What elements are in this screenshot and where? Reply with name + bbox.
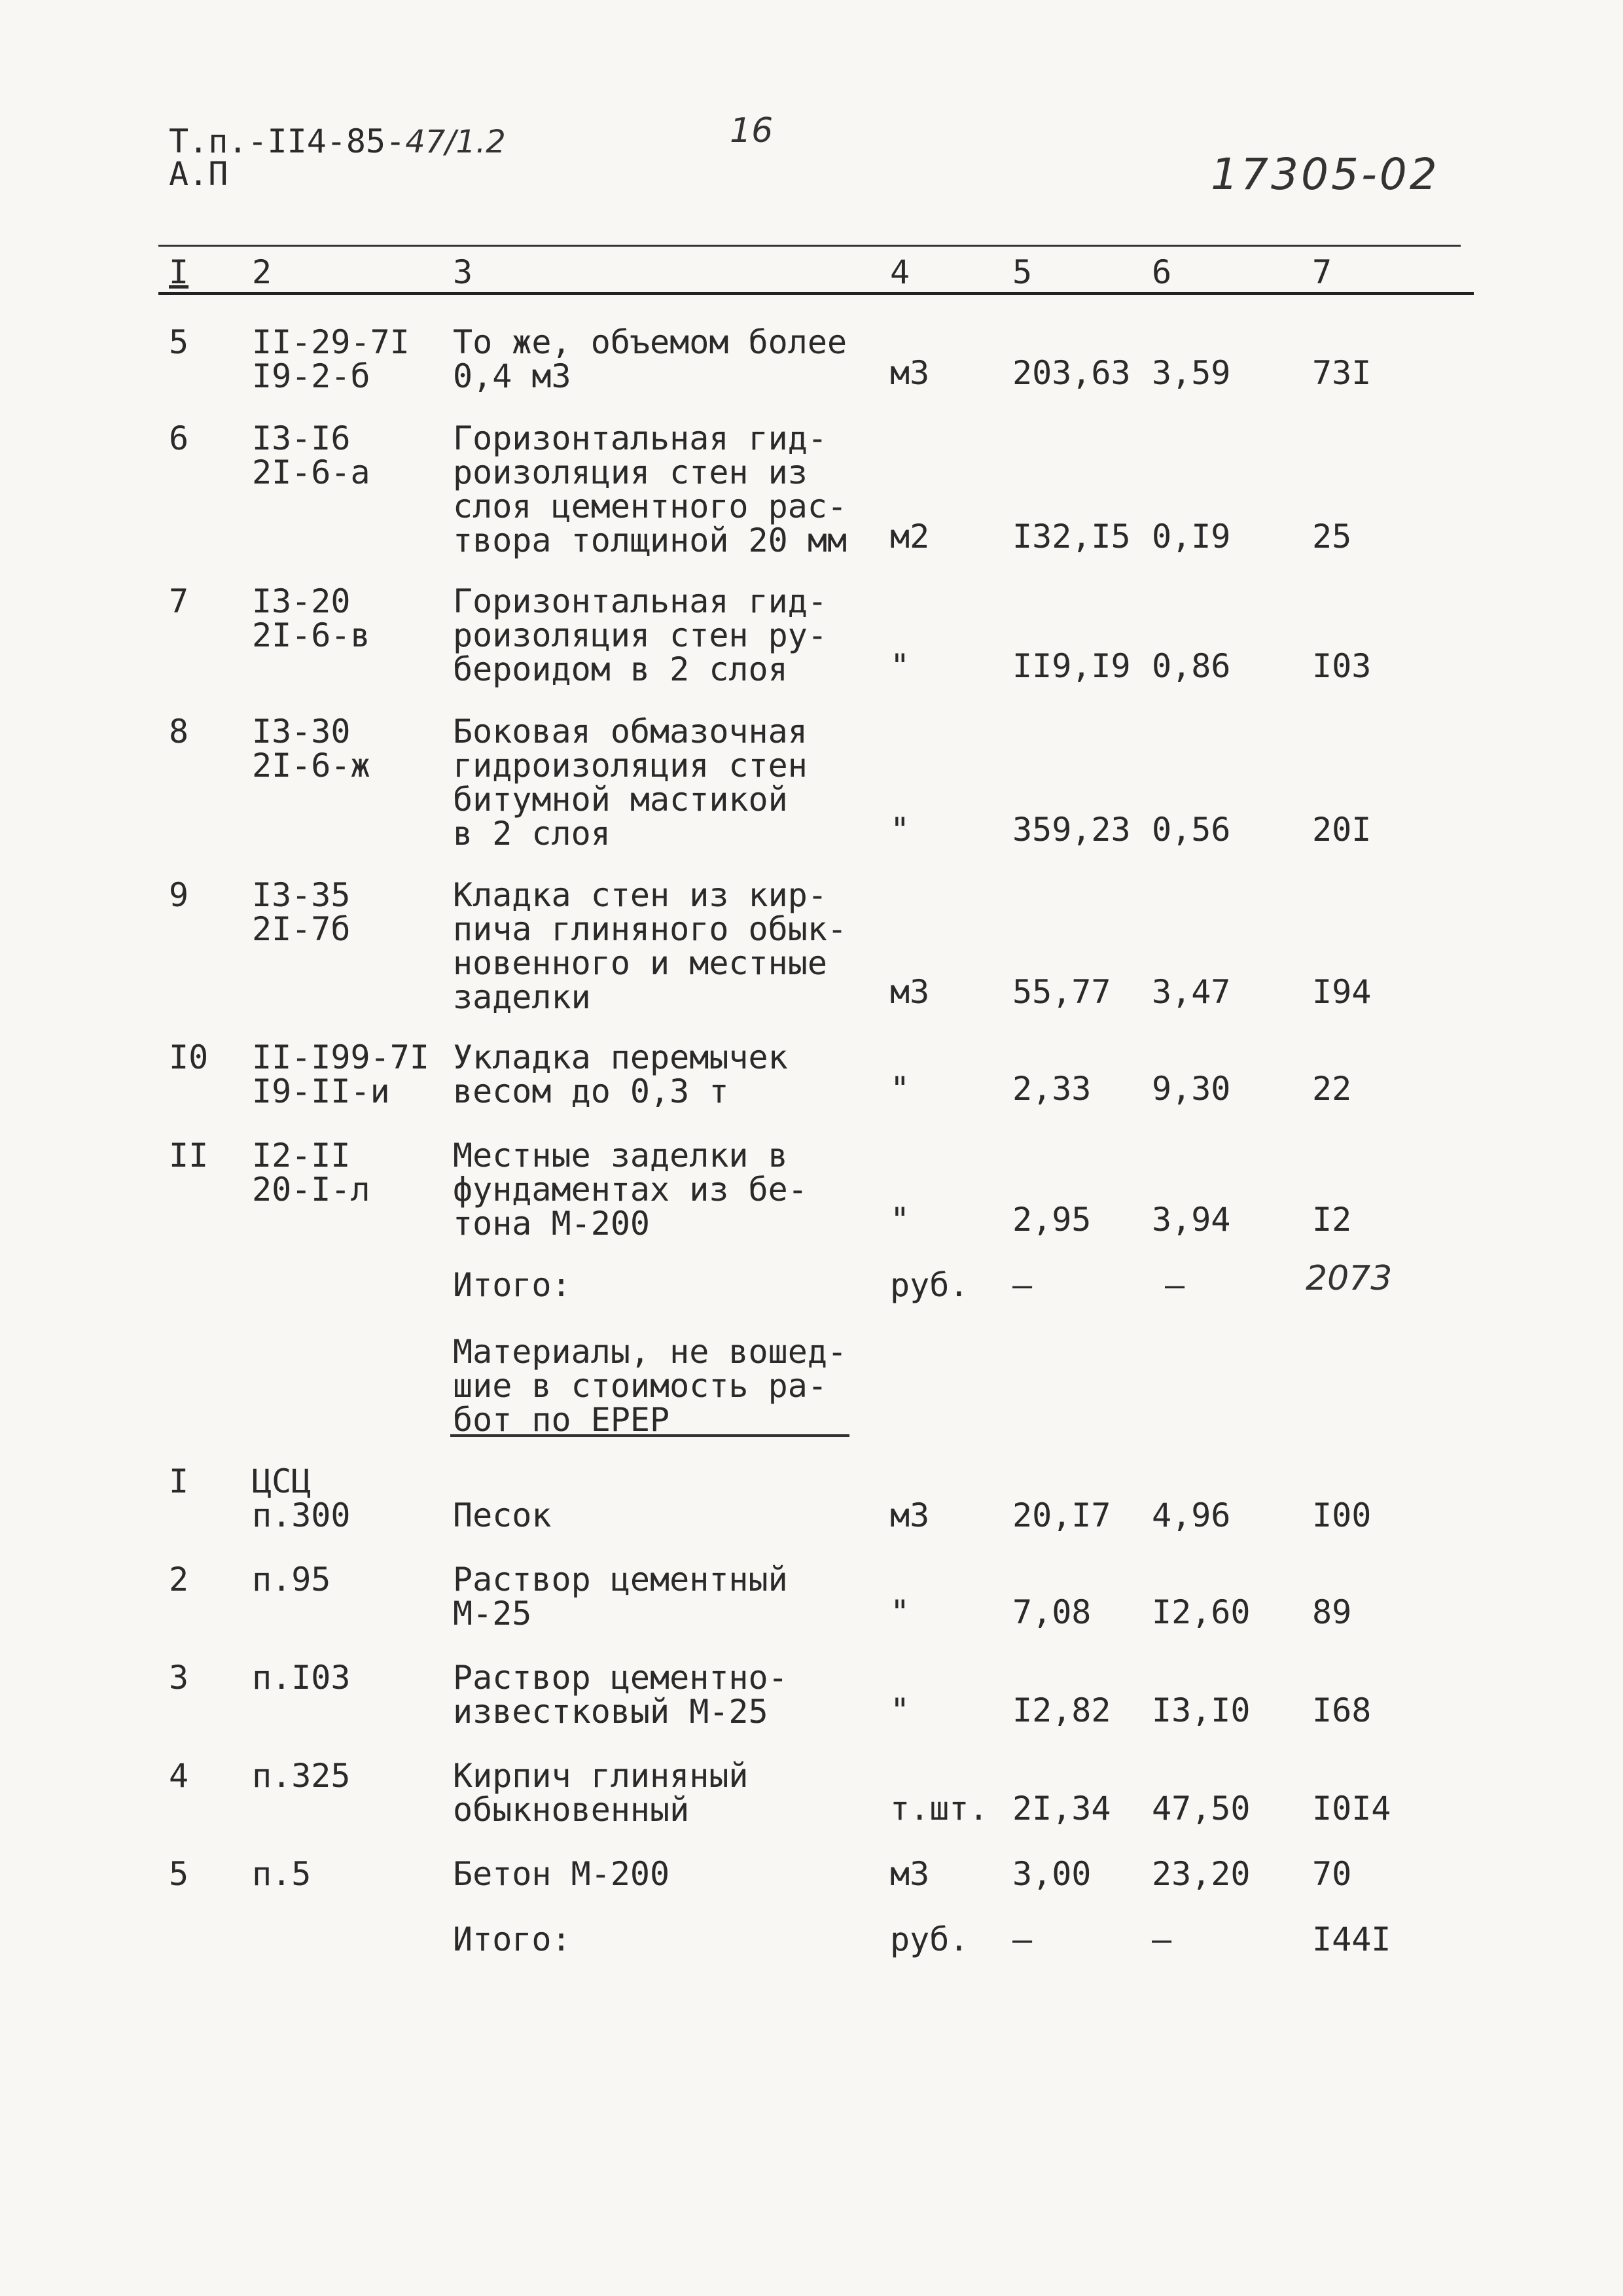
- row-unit: ": [890, 1691, 910, 1729]
- row-price: 23,20: [1152, 1855, 1251, 1893]
- row-price: 3,47: [1152, 973, 1231, 1011]
- row-number: I0: [169, 1038, 209, 1076]
- row-number: 2: [169, 1561, 189, 1598]
- doc-code-handwritten: 47/1.2: [405, 124, 506, 160]
- row-cost: 70: [1312, 1855, 1352, 1893]
- col-header-5: 5: [1012, 253, 1033, 291]
- row-price: I3,I0: [1152, 1691, 1251, 1729]
- row-cost: I00: [1312, 1496, 1372, 1534]
- row-quantity: 55,77: [1012, 973, 1111, 1011]
- total-cost-handwritten: 2073: [1306, 1259, 1393, 1298]
- row-description: Местные заделки в фундаментах из бе- тона М-200: [453, 1137, 808, 1243]
- row-description: Песок: [453, 1496, 552, 1534]
- row-description: Раствор цементный М-25: [453, 1561, 788, 1633]
- doc-code: Т.п.-II4-85-47/1.2: [169, 122, 506, 160]
- row-quantity: 203,63: [1012, 354, 1131, 392]
- row-code: п.95: [252, 1561, 331, 1598]
- col-header-3: 3: [453, 253, 473, 291]
- total-label: Итого:: [453, 1920, 571, 1958]
- row-code: I3-20 2I-6-в: [252, 582, 370, 654]
- row-description: Укладка перемычек весом до 0,3 т: [453, 1038, 788, 1110]
- row-code: I3-35 2I-7б: [252, 876, 351, 948]
- row-unit: м2: [890, 518, 930, 556]
- row-unit: т.шт.: [890, 1790, 989, 1828]
- row-cost: 22: [1312, 1070, 1352, 1108]
- row-number: 5: [169, 1855, 189, 1893]
- row-quantity: 7,08: [1012, 1593, 1092, 1631]
- row-cost: I68: [1312, 1691, 1372, 1729]
- materials-heading: Материалы, не вошед- шие в стоимость ра- бот по ЕРЕР: [453, 1333, 847, 1439]
- row-description: То же, объемом более 0,4 м3: [453, 323, 847, 395]
- total-cost: I44I: [1312, 1920, 1391, 1958]
- col-header-1: I: [169, 253, 189, 291]
- row-number: 8: [169, 713, 189, 751]
- row-description: Горизонтальная гид- роизоляция стен ру- бероидом в 2 слоя: [453, 582, 827, 688]
- total-unit: руб.: [890, 1266, 969, 1304]
- col-header-4: 4: [890, 253, 910, 291]
- row-unit: м3: [890, 354, 930, 392]
- row-price: 0,56: [1152, 811, 1231, 849]
- row-quantity: I32,I5: [1012, 518, 1131, 556]
- row-quantity: 3,00: [1012, 1855, 1092, 1893]
- doc-code-line2: А.П: [169, 155, 228, 193]
- row-description: Боковая обмазочная гидроизоляция стен битумной мастикой в 2 слоя: [453, 713, 808, 853]
- row-price: 3,94: [1152, 1201, 1231, 1239]
- row-description: Раствор цементно- известковый М-25: [453, 1659, 788, 1731]
- row-quantity: 359,23: [1012, 811, 1131, 849]
- table-top-rule: [158, 245, 1461, 247]
- row-code: I2-II 20-I-л: [252, 1137, 370, 1209]
- col-header-2: 2: [252, 253, 272, 291]
- row-quantity: 2,95: [1012, 1201, 1092, 1239]
- page-number: 16: [730, 111, 774, 150]
- row-price: 3,59: [1152, 354, 1231, 392]
- row-number: 3: [169, 1659, 189, 1697]
- row-quantity: I2,82: [1012, 1691, 1111, 1729]
- row-number: 7: [169, 582, 189, 620]
- row-quantity: II9,I9: [1012, 647, 1131, 685]
- table-header-rule: [158, 292, 1474, 295]
- row-price: I2,60: [1152, 1593, 1251, 1631]
- row-number: 6: [169, 419, 189, 457]
- row-description: Кладка стен из кир- пича глиняного обык- новенного и местные заделки: [453, 876, 847, 1016]
- row-price: 9,30: [1152, 1070, 1231, 1108]
- row-unit: ": [890, 1593, 910, 1631]
- total-unit: руб.: [890, 1920, 969, 1958]
- row-cost: 20I: [1312, 811, 1372, 849]
- row-quantity: 2I,34: [1012, 1790, 1111, 1828]
- row-cost: 89: [1312, 1593, 1352, 1631]
- row-price: 47,50: [1152, 1790, 1251, 1828]
- row-price: 0,86: [1152, 647, 1231, 685]
- row-price: 0,I9: [1152, 518, 1231, 556]
- row-code: п.5: [252, 1855, 312, 1893]
- row-unit: м3: [890, 973, 930, 1011]
- row-quantity: 2,33: [1012, 1070, 1092, 1108]
- row-code: I3-I6 2I-6-а: [252, 419, 370, 491]
- col-header-7: 7: [1312, 253, 1332, 291]
- row-cost: 73I: [1312, 354, 1372, 392]
- row-description: Кирпич глиняный обыкновенный: [453, 1757, 749, 1829]
- row-code: II-I99-7I I9-II-и: [252, 1038, 429, 1110]
- row-code: п.I03: [252, 1659, 351, 1697]
- total-quantity: –: [1012, 1266, 1033, 1304]
- row-code: ЦСЦ п.300: [252, 1462, 351, 1534]
- col-header-6: 6: [1152, 253, 1172, 291]
- row-unit: м3: [890, 1855, 930, 1893]
- row-number: II: [169, 1137, 209, 1174]
- row-code: п.325: [252, 1757, 351, 1795]
- row-description: Горизонтальная гид- роизоляция стен из слоя цементного рас- твора толщиной 20 мм: [453, 419, 847, 559]
- row-cost: I94: [1312, 973, 1372, 1011]
- doc-number: 17305-02: [1211, 149, 1440, 200]
- total-quantity: –: [1012, 1920, 1033, 1958]
- row-code: II-29-7I I9-2-б: [252, 323, 410, 395]
- row-number: 9: [169, 876, 189, 914]
- row-unit: ": [890, 1070, 910, 1108]
- row-unit: ": [890, 1201, 910, 1239]
- materials-heading-rule: [450, 1434, 849, 1437]
- total-price: –: [1152, 1920, 1172, 1958]
- row-unit: ": [890, 811, 910, 849]
- row-cost: I0I4: [1312, 1790, 1391, 1828]
- row-cost: I03: [1312, 647, 1372, 685]
- row-number: 5: [169, 323, 189, 361]
- row-quantity: 20,I7: [1012, 1496, 1111, 1534]
- row-number: 4: [169, 1757, 189, 1795]
- total-price: –: [1165, 1266, 1185, 1304]
- row-cost: I2: [1312, 1201, 1352, 1239]
- row-unit: м3: [890, 1496, 930, 1534]
- row-cost: 25: [1312, 518, 1352, 556]
- total-label: Итого:: [453, 1266, 571, 1304]
- row-code: I3-30 2I-6-ж: [252, 713, 370, 785]
- row-price: 4,96: [1152, 1496, 1231, 1534]
- row-unit: ": [890, 647, 910, 685]
- row-description: Бетон М-200: [453, 1855, 670, 1893]
- row-number: I: [169, 1462, 189, 1500]
